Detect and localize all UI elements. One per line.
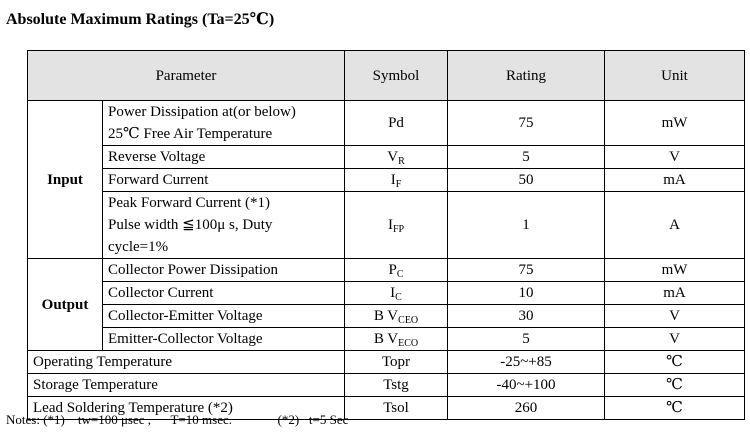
param-cell: Emitter-Collector Voltage — [103, 328, 345, 351]
symbol-cell — [345, 351, 448, 374]
rating-cell: 30 — [448, 305, 605, 328]
symbol-text: Topr — [381, 354, 411, 370]
symbol-text: Tstg — [383, 377, 409, 393]
unit-cell: A — [605, 192, 745, 259]
symbol-cell — [345, 169, 448, 192]
symbol-cell — [345, 259, 448, 282]
rating-cell: 50 — [448, 169, 605, 192]
symbol-cell — [345, 282, 448, 305]
symbol-subscript: ECO — [398, 338, 419, 349]
symbol-cell — [345, 305, 448, 328]
table-row — [28, 328, 745, 351]
symbol-text: B V — [373, 331, 399, 347]
symbol-subscript: R — [398, 156, 405, 167]
rating-cell: -40~+100 — [448, 374, 605, 397]
page-title: Absolute Maximum Ratings (Ta=25℃) — [6, 11, 275, 28]
symbol-subscript: C — [396, 269, 404, 280]
symbol-subscript: F — [395, 179, 402, 190]
unit-cell: V — [605, 305, 745, 328]
table-row — [28, 351, 745, 374]
table-row — [28, 282, 745, 305]
unit-cell: mA — [605, 169, 745, 192]
header-rating: Rating — [448, 51, 605, 101]
symbol-cell — [345, 374, 448, 397]
param-text: Peak Forward Current (*1) — [108, 195, 271, 211]
symbol-cell — [345, 328, 448, 351]
symbol-cell — [345, 192, 448, 259]
table-row — [28, 146, 745, 169]
rating-cell: 10 — [448, 282, 605, 305]
header-parameter: Parameter — [28, 51, 345, 101]
unit-cell: ℃ — [605, 374, 745, 397]
footnotes — [6, 412, 348, 428]
ratings-table — [27, 50, 745, 420]
rating-cell: -25~+85 — [448, 351, 605, 374]
symbol-text: I — [387, 217, 393, 233]
unit-cell: V — [605, 146, 745, 169]
param-cell: Reverse Voltage — [103, 146, 345, 169]
symbol-subscript: C — [395, 292, 402, 303]
param-cell: Collector Current — [103, 282, 345, 305]
symbol-text: Pd — [388, 115, 404, 131]
symbol-cell — [345, 101, 448, 146]
param-text: cycle=1% — [108, 239, 169, 255]
table-row — [28, 192, 745, 259]
unit-cell: mA — [605, 282, 745, 305]
unit-cell: ℃ — [605, 397, 745, 420]
symbol-cell — [345, 146, 448, 169]
table-row — [28, 101, 745, 146]
note-1-pulse-width: tw=100 μsec , — [77, 412, 152, 427]
table-row — [28, 374, 745, 397]
header-symbol: Symbol — [345, 51, 448, 101]
rating-cell: 75 — [448, 259, 605, 282]
param-cell — [103, 192, 345, 259]
unit-cell: ℃ — [605, 351, 745, 374]
symbol-text: I — [390, 285, 396, 301]
group-label-input: Input — [28, 101, 103, 259]
symbol-text: V — [387, 149, 399, 165]
header-unit: Unit — [605, 51, 745, 101]
unit-cell: mW — [605, 101, 745, 146]
unit-cell: V — [605, 328, 745, 351]
symbol-text: P — [388, 262, 397, 278]
symbol-cell — [345, 397, 448, 420]
symbol-text: I — [390, 172, 396, 188]
notes-label: Notes: (*1) — [6, 412, 65, 427]
note-2-time: t=5 Sec — [308, 412, 349, 427]
table-row — [28, 259, 745, 282]
symbol-text: Tsol — [383, 400, 409, 416]
notes-label-2: (*2) — [277, 412, 300, 427]
rating-cell: 5 — [448, 146, 605, 169]
param-cell: Collector Power Dissipation — [103, 259, 345, 282]
param-cell: Storage Temperature — [28, 374, 345, 397]
param-text: Pulse width ≦100μ s, Duty — [108, 217, 273, 233]
symbol-subscript: CEO — [398, 315, 419, 326]
param-cell: Operating Temperature — [28, 351, 345, 374]
table-row — [28, 169, 745, 192]
symbol-text: B V — [373, 308, 399, 324]
note-1-period: T=10 msec. — [170, 412, 232, 427]
rating-cell: 260 — [448, 397, 605, 420]
param-text: Power Dissipation at(or below) — [108, 104, 296, 120]
symbol-subscript: FP — [392, 224, 405, 235]
param-cell — [103, 101, 345, 146]
param-cell: Collector-Emitter Voltage — [103, 305, 345, 328]
param-cell: Forward Current — [103, 169, 345, 192]
table-header-row — [28, 51, 745, 101]
unit-cell: mW — [605, 259, 745, 282]
table-row — [28, 305, 745, 328]
param-cell: Lead Soldering Temperature (*2) — [28, 397, 345, 420]
rating-cell: 1 — [448, 192, 605, 259]
rating-cell: 75 — [448, 101, 605, 146]
param-text: 25℃ Free Air Temperature — [108, 126, 273, 142]
group-label-output: Output — [28, 259, 103, 351]
rating-cell: 5 — [448, 328, 605, 351]
